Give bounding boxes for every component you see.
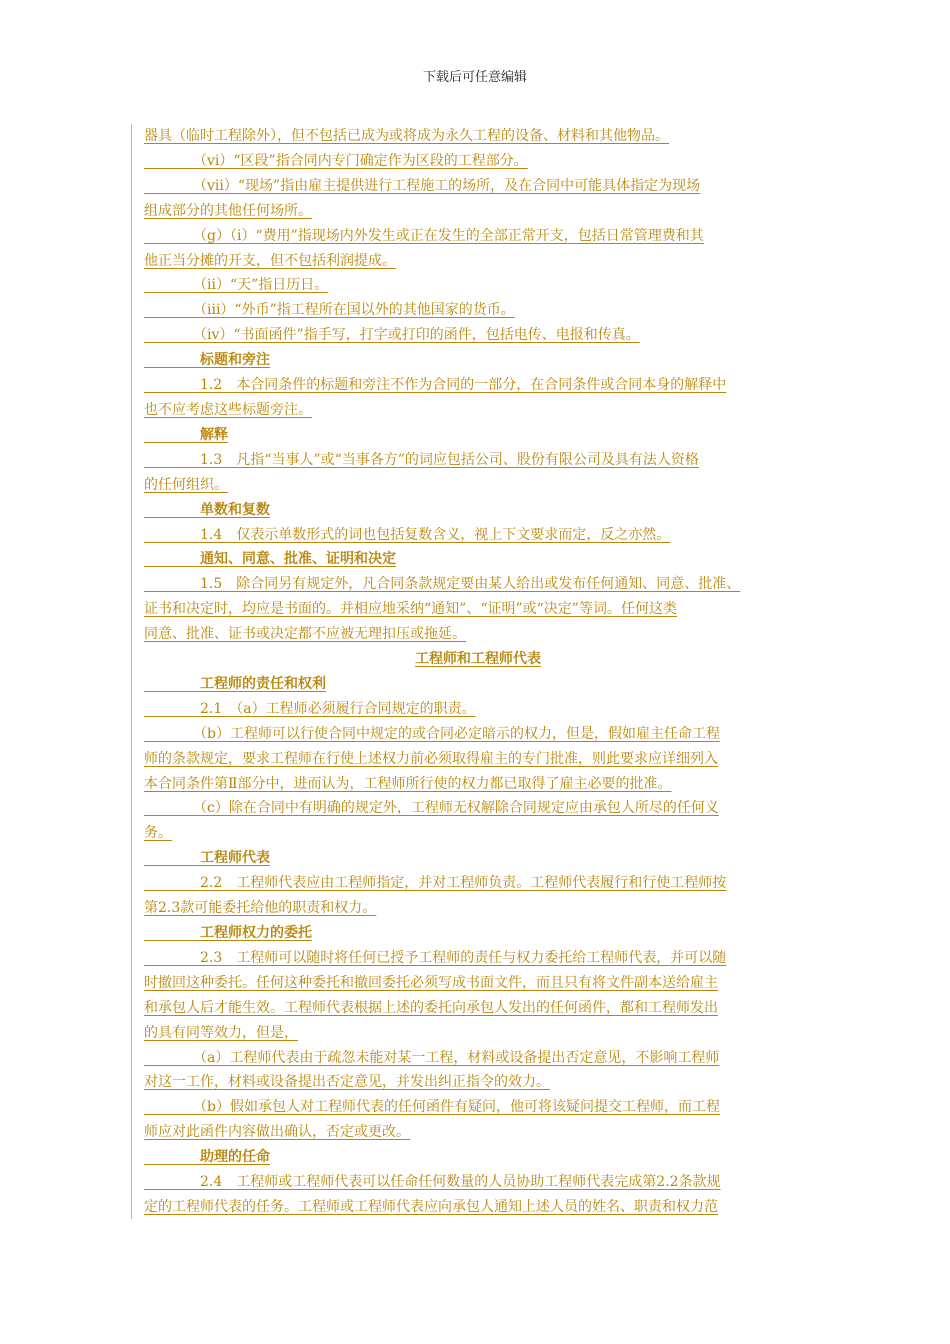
line-text: 的具有同等效力，但是， [144, 1024, 298, 1041]
line-text: （a）工程师代表由于疏忽未能对某一工程，材料或设备提出否定意见，不影响工程师 [144, 1049, 720, 1066]
line-text: 时撤回这种委托。任何这种委托和撤回委托必须写成书面文件，而且只有将文件副本送给雇主 [144, 974, 718, 991]
line-text: 师应对此函件内容做出确认，否定或更改。 [144, 1124, 410, 1141]
line-text: 2.3 工程师可以随时将任何已授予工程师的责任与权力委托给工程师代表，并可以随 [144, 949, 727, 966]
line-text: 也不应考虑这些标题旁注。 [144, 401, 312, 418]
text-line [144, 572, 812, 597]
line-text: （ii）“天”指日历日。 [144, 277, 329, 294]
line-text: 务。 [144, 825, 172, 842]
line-text: 解释 [144, 426, 228, 443]
line-text: （c）除在合同中有明确的规定外，工程师无权解除合同规定应由承包人所尽的任何义 [144, 800, 719, 817]
text-line [144, 124, 812, 149]
text-line [144, 1046, 812, 1071]
section-heading [144, 348, 812, 373]
line-text: 定的工程师代表的任务。工程师或工程师代表应向承包人通知上述人员的姓名、职责和权力范 [144, 1198, 718, 1215]
line-text: （vii）“现场”指由雇主提供进行工程施工的场所，及在合同中可能具体指定为现场 [144, 177, 701, 194]
line-text: 标题和旁注 [144, 352, 270, 369]
line-text: 组成部分的其他任何场所。 [144, 202, 312, 219]
line-text: （vi）“区段”指合同内专门确定作为区段的工程部分。 [144, 152, 528, 169]
line-text: 通知、同意、批准、证明和决定 [144, 551, 396, 568]
text-line [144, 796, 812, 821]
text-line [144, 747, 812, 772]
text-line [144, 722, 812, 747]
text-line [144, 1195, 812, 1220]
text-line [144, 896, 812, 921]
line-text: （g）（i）“费用”指现场内外发生或正在发生的全部正常开支，包括日常管理费和其 [144, 227, 704, 244]
text-line [144, 697, 812, 722]
text-line [144, 1170, 812, 1195]
line-text: 同意、批准、证书或决定都不应被无理扣压或拖延。 [144, 626, 466, 643]
text-line [144, 174, 812, 199]
line-text: 对这一工作，材料或设备提出否定意见，并发出纠正指令的效力。 [144, 1074, 550, 1091]
text-line [144, 1120, 812, 1145]
text-line [144, 249, 812, 274]
line-text: 2.1 （a）工程师必须履行合同规定的职责。 [144, 700, 476, 717]
text-line [144, 323, 812, 348]
section-heading [144, 672, 812, 697]
section-heading [144, 498, 812, 523]
line-text: （iv）“书面函件”指手写，打字或打印的函件，包括电传、电报和传真。 [144, 327, 640, 344]
line-text: 1.3 凡指“当事人”或“当事各方”的词应包括公司、股份有限公司及具有法人资格 [144, 451, 699, 468]
text-line [144, 946, 812, 971]
section-heading [144, 647, 812, 672]
text-line [144, 448, 812, 473]
line-text: 他正当分摊的开支，但不包括利润提成。 [144, 252, 396, 269]
line-text: 第2.3款可能委托给他的职责和权力。 [144, 900, 377, 917]
line-text: 助理的任命 [144, 1149, 270, 1166]
line-text: 单数和复数 [144, 501, 270, 518]
text-line [144, 1021, 812, 1046]
line-text: 工程师和工程师代表 [415, 651, 541, 668]
line-text: 1.4 仅表示单数形式的词也包括复数含义，视上下文要求而定，反之亦然。 [144, 526, 671, 543]
line-text: 工程师的责任和权利 [144, 675, 326, 692]
line-text: 证书和决定时，均应是书面的。并相应地采纳“通知”、“证明”或“决定”等词。任何这类 [144, 601, 677, 618]
section-heading [144, 547, 812, 572]
text-line [144, 473, 812, 498]
page-header: 下载后可任意编辑 [422, 70, 527, 85]
line-text: 师的条款规定，要求工程师在行使上述权力前必须取得雇主的专门批准，则此要求应详细列入 [144, 750, 718, 767]
line-text: 器具（临时工程除外），但不包括已成为或将成为永久工程的设备、材料和其他物品。 [144, 128, 669, 144]
text-line [144, 199, 812, 224]
section-heading [144, 423, 812, 448]
section-heading [144, 1145, 812, 1170]
line-text: 工程师代表 [144, 850, 270, 867]
text-line [144, 996, 812, 1021]
text-line [144, 373, 812, 398]
line-text: 1.5 除合同另有规定外，凡合同条款规定要由某人给出或发布任何通知、同意、批准、 [144, 576, 741, 593]
line-text: 工程师权力的委托 [144, 925, 312, 941]
text-line [144, 1070, 812, 1095]
line-text: （iii）“外币”指工程所在国以外的其他国家的货币。 [144, 302, 515, 319]
text-line [144, 149, 812, 174]
document-body [144, 124, 812, 1220]
margin-rule [131, 124, 132, 1219]
line-text: （b）工程师可以行使合同中规定的或合同必定暗示的权力，但是，假如雇主任命工程 [144, 725, 720, 742]
section-heading [144, 921, 812, 946]
text-line [144, 821, 812, 846]
line-text: 1.2 本合同条件的标题和旁注不作为合同的一部分，在合同条件或合同本身的解释中 [144, 377, 727, 394]
text-line [144, 871, 812, 896]
text-line [144, 597, 812, 622]
line-text: 2.2 工程师代表应由工程师指定，并对工程师负责。工程师代表履行和行使工程师按 [144, 875, 727, 892]
line-text: （b）假如承包人对工程师代表的任何函件有疑问，他可将该疑问提交工程师，而工程 [144, 1099, 720, 1116]
text-line [144, 273, 812, 298]
section-heading [144, 846, 812, 871]
line-text: 2.4 工程师或工程师代表可以任命任何数量的人员协助工程师代表完成第2.2条款规 [144, 1174, 721, 1191]
line-text: 的任何组织。 [144, 476, 228, 493]
text-line [144, 224, 812, 249]
text-line [144, 1095, 812, 1120]
text-line [144, 398, 812, 423]
text-line [144, 523, 812, 548]
line-text: 和承包人后才能生效。工程师代表根据上述的委托向承包人发出的任何函件，都和工程师发出 [144, 999, 718, 1016]
text-line [144, 298, 812, 323]
text-line [144, 772, 812, 797]
line-text: 本合同条件第Ⅱ部分中，进而认为，工程师所行使的权力都已取得了雇主必要的批准。 [144, 775, 672, 792]
text-line [144, 971, 812, 996]
text-line [144, 622, 812, 647]
